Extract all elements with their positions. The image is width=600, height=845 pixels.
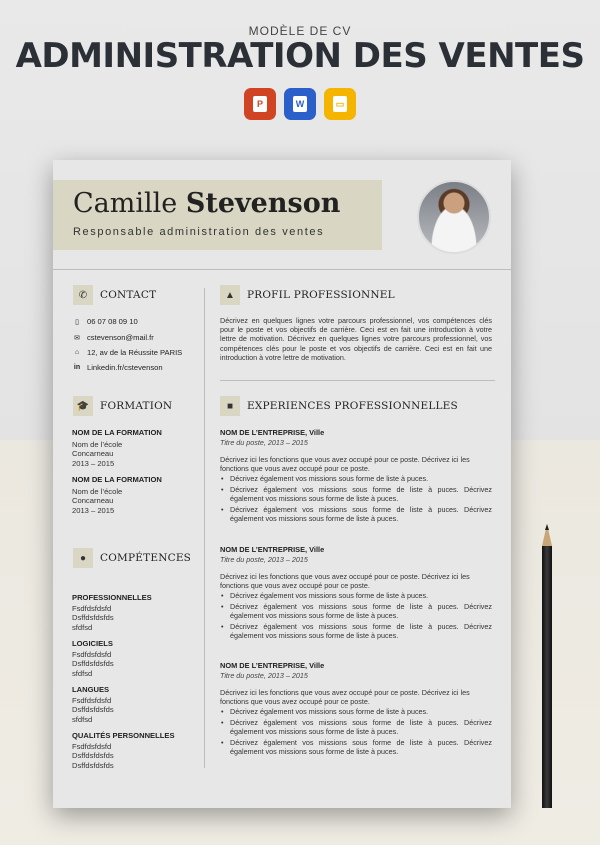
job-entry: [220, 661, 492, 758]
education-details: Nom de l’école Concarneau 2013 – 2015: [72, 487, 123, 515]
slides-icon[interactable]: ▭: [324, 88, 356, 120]
graduation-cap-icon: 🎓: [73, 396, 93, 416]
job-bullets: [220, 707, 492, 756]
contact-phone: ▯ 06 07 08 09 10: [73, 317, 138, 326]
job-entry: [220, 428, 492, 525]
list-item: • Décrivez également vos missions sous forme de liste à puces. Décrivez également vos missions sous forme de liste à puces.: [230, 485, 492, 503]
job-description: Décrivez ici les fonctions que vous avez occupé pour ce poste. Décrivez ici les fonctions que vous avez occupé pour ce poste.: [220, 455, 470, 474]
job-title: Titre du poste, 2013 – 2015: [220, 438, 308, 447]
kicker: MODÈLE DE CV: [248, 24, 352, 38]
job-description: Décrivez ici les fonctions que vous avez occupé pour ce poste. Décrivez ici les fonctions que vous avez occupé pour ce poste.: [220, 688, 470, 707]
experience-heading: ■ EXPERIENCES PROFESSIONNELLES: [220, 396, 458, 416]
job-bullets: [220, 591, 492, 640]
divider: [53, 269, 511, 270]
education-details: Nom de l’école Concarneau 2013 – 2015: [72, 440, 123, 468]
list-item: • Décrivez également vos missions sous forme de liste à puces. Décrivez également vos missions sous forme de liste à puces.: [230, 622, 492, 640]
education-title: NOM DE LA FORMATION: [72, 475, 162, 484]
list-item: • Décrivez également vos missions sous forme de liste à puces.: [230, 474, 492, 483]
list-item: • Décrivez également vos missions sous forme de liste à puces. Décrivez également vos missions sous forme de liste à puces.: [230, 738, 492, 756]
candidate-name: Camille Stevenson: [73, 188, 341, 219]
pencil-decoration: [542, 524, 552, 808]
divider: [220, 380, 495, 381]
profile-photo: [417, 180, 491, 254]
phone-icon: ✆: [73, 285, 93, 305]
skills-heading: ● COMPÉTENCES: [73, 548, 191, 568]
skill-group-label: QUALITÉS PERSONNELLES: [72, 731, 175, 740]
list-item: • Décrivez également vos missions sous forme de liste à puces. Décrivez également vos missions sous forme de liste à puces.: [230, 505, 492, 523]
job-company: NOM DE L’ENTREPRISE, Ville: [220, 661, 325, 670]
contact-address: ⌂ 12, av de la Réussite PARIS: [74, 348, 183, 357]
skill-group-items: Fsdfdsfdsfd Dsffdsfdsfds Dsffdsfdsfds: [72, 742, 114, 770]
job-bullets: [220, 474, 492, 523]
job-company: NOM DE L’ENTREPRISE, Ville: [220, 545, 325, 554]
education-heading: 🎓 FORMATION: [73, 396, 172, 416]
contact-heading: ✆ CONTACT: [73, 285, 156, 305]
list-item: • Décrivez également vos missions sous forme de liste à puces. Décrivez également vos missions sous forme de liste à puces.: [230, 602, 492, 620]
home-icon: ⌂: [74, 349, 80, 356]
contact-email: ✉ cstevenson@mail.fr: [74, 333, 154, 342]
pencil-body: [542, 546, 552, 808]
skill-group-label: LOGICIELS: [72, 639, 113, 648]
lightbulb-icon: ●: [73, 548, 93, 568]
briefcase-icon: ■: [220, 396, 240, 416]
skill-group-items: Fsdfdsfdsfd Dsffdsfdsfds sfdfsd: [72, 650, 114, 678]
job-entry: [220, 545, 492, 642]
list-item: • Décrivez également vos missions sous forme de liste à puces. Décrivez également vos missions sous forme de liste à puces.: [230, 718, 492, 736]
skill-group-items: Fsdfdsfdsfd Dsffdsfdsfds sfdfsd: [72, 696, 114, 724]
linkedin-icon: in: [73, 364, 81, 371]
skill-group-items: Fsdfdsfdsfd Dsffdsfdsfds sfdfsd: [72, 604, 114, 632]
profile-text: Décrivez en quelques lignes votre parcours professionnel, vos compétences clés pour le poste et vos objectifs de carrière. Ceci est en fait une introduction à votre lettre de motivation. Décrivez en quelques lignes votre parcours professionnel, vos compétences clés pour le poste et vos objectifs de carrière. Ceci est en fait une introduction à votre lettre de motivation.: [220, 316, 492, 362]
mobile-icon: ▯: [75, 318, 79, 326]
contact-linkedin: in Linkedin.fr/cstevenson: [73, 363, 163, 372]
job-title: Titre du poste, 2013 – 2015: [220, 555, 308, 564]
skill-group-label: PROFESSIONNELLES: [72, 593, 152, 602]
user-icon: ▲: [220, 285, 240, 305]
word-icon[interactable]: W: [284, 88, 316, 120]
job-title: Titre du poste, 2013 – 2015: [220, 671, 308, 680]
profile-heading: ▲ PROFIL PROFESSIONNEL: [220, 285, 395, 305]
powerpoint-icon[interactable]: P: [244, 88, 276, 120]
page-title: ADMINISTRATION DES VENTES: [15, 36, 585, 76]
candidate-role: Responsable administration des ventes: [73, 226, 325, 238]
list-item: • Décrivez également vos missions sous forme de liste à puces.: [230, 707, 492, 716]
job-company: NOM DE L’ENTREPRISE, Ville: [220, 428, 325, 437]
job-description: Décrivez ici les fonctions que vous avez occupé pour ce poste. Décrivez ici les fonctions que vous avez occupé pour ce poste.: [220, 572, 470, 591]
column-divider: [204, 288, 205, 768]
skill-group-label: LANGUES: [72, 685, 110, 694]
mail-icon: ✉: [74, 334, 80, 342]
education-title: NOM DE LA FORMATION: [72, 428, 162, 437]
app-icons: [244, 88, 356, 120]
list-item: • Décrivez également vos missions sous forme de liste à puces.: [230, 591, 492, 600]
cv-sheet: [53, 160, 511, 808]
